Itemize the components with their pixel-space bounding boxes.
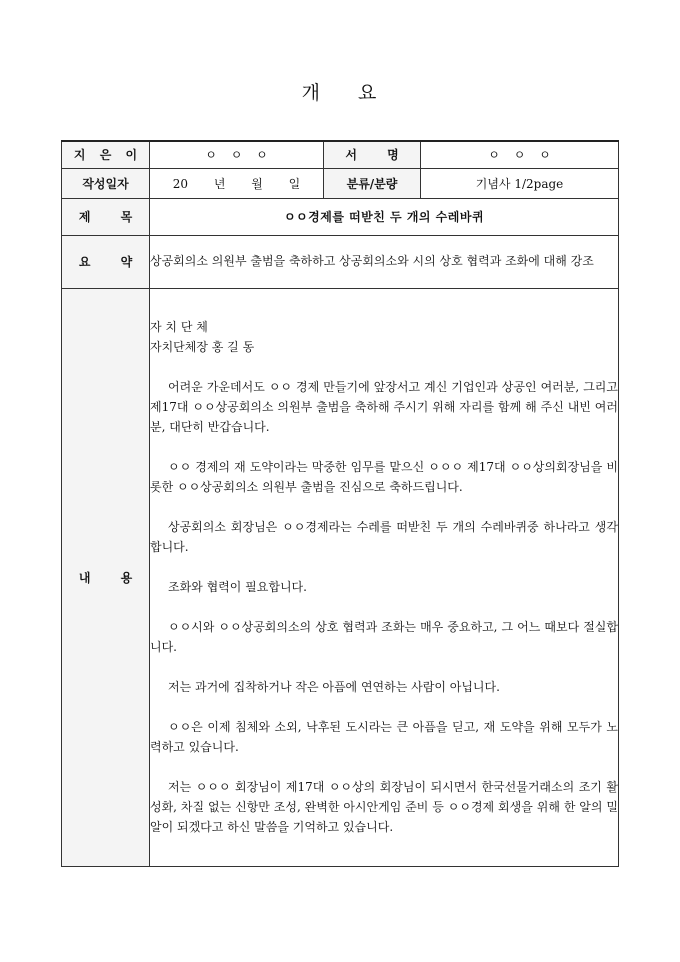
author-label: 지 은 이 — [62, 141, 150, 168]
content-paragraph: ㅇㅇ시와 ㅇㅇ상공회의소의 상호 협력과 조화는 매우 중요하고, 그 어느 때보다 절실합니다. — [150, 620, 618, 654]
subject-row — [62, 198, 619, 235]
content-paragraph: 어려운 가운데서도 ㅇㅇ 경제 만들기에 앞장서고 계신 기업인과 상공인 여러분, 그리고 제17대 ㅇㅇ상공회의소 의원부 출범을 축하해 주시기 위해 자리를 함께 해 주신 내빈 여러분, 대단히 반갑습니다. — [150, 380, 618, 434]
recipient-line-1: 자 치 단 체 — [150, 320, 208, 334]
subject-label: 제 목 — [62, 198, 150, 235]
date-label: 작성일자 — [62, 168, 150, 198]
content-paragraph: ㅇㅇ은 이제 침체와 소외, 낙후된 도시라는 큰 아픔을 딛고, 재 도약을 위해 모두가 노력하고 있습니다. — [150, 720, 618, 754]
content-body — [150, 288, 619, 866]
summary-label: 요 약 — [62, 235, 150, 288]
summary-row — [62, 235, 619, 288]
category-value: 기념사 1/2page — [421, 168, 619, 198]
content-row — [62, 288, 619, 866]
author-value: ㅇ ㅇ ㅇ — [150, 141, 324, 168]
content-paragraph: ㅇㅇ 경제의 재 도약이라는 막중한 임무를 맡으신 ㅇㅇㅇ 제17대 ㅇㅇ상의회장님을 비롯한 ㅇㅇ상공회의소 의원부 출범을 진심으로 축하드립니다. — [150, 460, 618, 494]
date-value: 20 년 월 일 — [150, 168, 324, 198]
content-paragraph: 상공회의소 회장님은 ㅇㅇ경제라는 수레를 떠받친 두 개의 수레바퀴중 하나라고 생각합니다. — [150, 520, 618, 554]
summary-form-table — [61, 140, 619, 867]
content-paragraph: 저는 ㅇㅇㅇ 회장님이 제17대 ㅇㅇ상의 회장님이 되시면서 한국선물거래소의 조기 활성화, 차질 없는 신항만 조성, 완벽한 아시안게임 준비 등 ㅇㅇ경제 회생을 위해 한 알의 밀알이 되겠다고 하신 말씀을 기억하고 있습니다. — [150, 780, 618, 834]
document-title: 개 요 — [301, 82, 379, 104]
recipient-line-2: 자치단체장 홍 길 동 — [150, 340, 255, 354]
author-row — [62, 141, 619, 168]
content-paragraph: 조화와 협력이 필요합니다. — [168, 580, 307, 594]
content-label: 내 용 — [62, 288, 150, 866]
date-row — [62, 168, 619, 198]
sign-value: ㅇ ㅇ ㅇ — [421, 141, 619, 168]
content-paragraph: 저는 과거에 집착하거나 작은 아픔에 연연하는 사람이 아닙니다. — [168, 680, 500, 694]
summary-value: 상공회의소 의원부 출범을 축하하고 상공회의소와 시의 상호 협력과 조화에 대해 강조 — [150, 235, 619, 288]
sign-label: 서 명 — [324, 141, 421, 168]
subject-value: ㅇㅇ경제를 떠받친 두 개의 수레바퀴 — [150, 198, 619, 235]
recipient-block — [150, 317, 618, 357]
category-label: 분류/분량 — [324, 168, 421, 198]
